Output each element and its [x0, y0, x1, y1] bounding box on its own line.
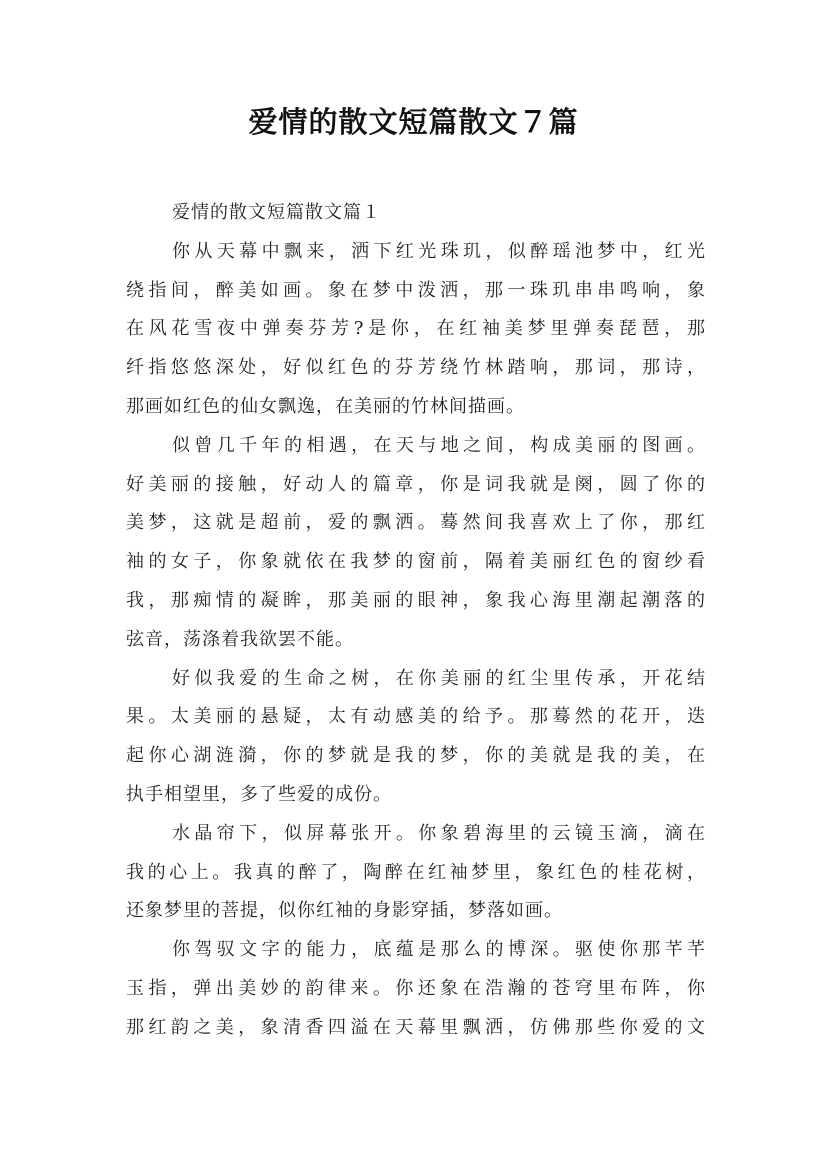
text-line: 玉指，弹出美妙的韵律来。你还象在浩瀚的苍穹里布阵，你 [126, 977, 706, 999]
text-line: 好似我爱的生命之树，在你美丽的红尘里传承，开花结 [172, 667, 706, 689]
text-line: 你从天幕中飘来，洒下红光珠玑，似醉瑶池梦中，红光 [172, 240, 706, 262]
text-line: 水晶帘下，似屏幕张开。你象碧海里的云镜玉滴，滴在 [172, 822, 706, 844]
text-line: 袖的女子，你象就依在我梦的窗前，隔着美丽红色的窗纱看 [126, 551, 706, 573]
text-line: 绕指间，醉美如画。象在梦中泼洒，那一珠玑串串鸣响，象 [126, 279, 706, 301]
text-line: 执手相望里，多了些爱的成份。 [126, 783, 392, 805]
text-line: 纤指悠悠深处，好似红色的芬芳绕竹林踏响，那词，那诗， [126, 357, 706, 379]
text-line: 还象梦里的菩提，似你红袖的身影穿插，梦落如画。 [126, 900, 563, 922]
text-line: 似曾几千年的相遇，在天与地之间，构成美丽的图画。 [172, 434, 706, 456]
text-line: 美梦，这就是超前，爱的飘洒。蓦然间我喜欢上了你，那红 [126, 512, 706, 534]
text-line: 我，那痴情的凝眸，那美丽的眼神，象我心海里潮起潮落的 [126, 589, 706, 611]
text-line: 好美丽的接触，好动人的篇章，你是词我就是阕，圆了你的 [126, 473, 706, 495]
text-line: 那画如红色的仙女飘逸，在美丽的竹林间描画。 [126, 395, 525, 417]
text-line: 在风花雪夜中弹奏芬芳?是你，在红袖美梦里弹奏琵琶，那 [126, 318, 706, 340]
text-line: 那红韵之美，象清香四溢在天幕里飘洒，仿佛那些你爱的文 [126, 1016, 706, 1038]
document-body [126, 194, 706, 1048]
text-line: 爱情的散文短篇散文篇１ [172, 202, 381, 223]
document-title: 爱情的散文短篇散文７篇 [248, 105, 579, 139]
text-line: 我的心上。我真的醉了，陶醉在红袖梦里，象红色的桂花树， [126, 861, 706, 883]
text-line: 果。太美丽的悬疑，太有动感美的给予。那蓦然的花开，迭 [126, 706, 706, 728]
text-line: 你驾驭文字的能力，底蕴是那么的博深。驱使你那芊芊 [172, 939, 706, 961]
text-line: 弦音，荡涤着我欲罢不能。 [126, 628, 354, 650]
text-line: 起你心湖涟漪，你的梦就是我的梦，你的美就是我的美，在 [126, 745, 706, 767]
